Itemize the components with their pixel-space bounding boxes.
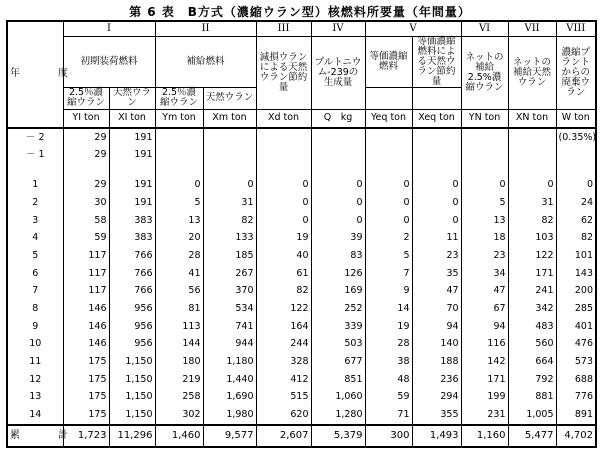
value-cell: 13: [461, 212, 508, 230]
value-cell: 383: [109, 212, 155, 230]
value-cell: 28: [365, 336, 412, 354]
value-cell: 573: [556, 353, 596, 371]
table-row: [7, 194, 596, 212]
spacer-cell: [556, 164, 596, 176]
value-cell: 13: [155, 212, 203, 230]
value-cell: 664: [508, 353, 556, 371]
value-cell: [412, 147, 461, 165]
value-cell: 258: [155, 389, 203, 407]
value-cell: 31: [203, 194, 256, 212]
unit-xi: XI ton: [109, 109, 155, 128]
year-cell: 1: [7, 177, 63, 195]
value-cell: 1,440: [203, 371, 256, 389]
year-cell: 7: [7, 283, 63, 301]
sub-natural-1: 天然ウラン: [109, 87, 155, 109]
total-cell: 4,702: [556, 425, 596, 447]
table-row: [7, 353, 596, 371]
unit-w: W ton: [556, 109, 596, 128]
value-cell: [155, 147, 203, 165]
value-cell: 0: [256, 194, 311, 212]
col-label-plutonium: プルトニウム-239の生成量: [311, 37, 365, 110]
value-cell: 200: [556, 283, 596, 301]
value-cell: 766: [109, 247, 155, 265]
year-cell: 3: [7, 212, 63, 230]
value-cell: 18: [461, 230, 508, 248]
value-cell: 56: [155, 283, 203, 301]
value-cell: 383: [109, 230, 155, 248]
table-row: [7, 300, 596, 318]
total-cell: 1,160: [461, 425, 508, 447]
value-cell: 11: [412, 230, 461, 248]
unit-xd: Xd ton: [256, 109, 311, 128]
value-cell: 175: [63, 371, 109, 389]
total-cell: 9,577: [203, 425, 256, 447]
value-cell: 285: [556, 300, 596, 318]
value-cell: 14: [365, 300, 412, 318]
value-cell: 113: [155, 318, 203, 336]
value-cell: 117: [63, 283, 109, 301]
value-cell: 241: [508, 283, 556, 301]
value-cell: 355: [412, 406, 461, 425]
value-cell: 5: [365, 247, 412, 265]
value-cell: [311, 147, 365, 165]
value-cell: 231: [461, 406, 508, 425]
value-cell: 122: [256, 300, 311, 318]
table-title: 第 6 表 B方式（濃縮ウラン型）核燃料所要量（年間量）: [129, 5, 471, 19]
value-cell: 0: [461, 177, 508, 195]
value-cell: 140: [412, 336, 461, 354]
sub-enriched-2: 2.5％濃縮ウラン: [155, 87, 203, 109]
year-cell: 4: [7, 230, 63, 248]
sub-enriched-1: 2.5％濃縮ウラン: [63, 87, 109, 109]
col-label-equiv-savings: 等価濃縮燃料による天然ウラン節約量: [412, 37, 461, 88]
value-cell: 82: [203, 212, 256, 230]
value-cell: 30: [63, 194, 109, 212]
col-label-net-natural: ネットの補給天然ウラン: [508, 37, 556, 110]
spacer-cell: [109, 164, 155, 176]
fuel-requirement-table: [6, 20, 597, 448]
value-cell: 169: [311, 283, 365, 301]
value-cell: 741: [203, 318, 256, 336]
table-row: [7, 177, 596, 195]
unit-xn: XN ton: [508, 109, 556, 128]
sub-natural-2: 天然ウラン: [203, 87, 256, 109]
value-cell: 23: [412, 247, 461, 265]
unit-yeq: Yeq ton: [365, 109, 412, 128]
value-cell: 94: [461, 318, 508, 336]
spacer-cell: [461, 164, 508, 176]
value-cell: 34: [461, 265, 508, 283]
col-label-net-enriched: ネットの補給 2.5%濃縮ウラン: [461, 37, 508, 110]
value-cell: 175: [63, 406, 109, 425]
value-cell: 236: [412, 371, 461, 389]
year-cell: － 1: [7, 147, 63, 165]
spacer-cell: [155, 164, 203, 176]
value-cell: 302: [155, 406, 203, 425]
value-cell: 19: [365, 318, 412, 336]
value-cell: 146: [63, 300, 109, 318]
value-cell: 620: [256, 406, 311, 425]
value-cell: 59: [63, 230, 109, 248]
value-cell: 5: [155, 194, 203, 212]
value-cell: 29: [63, 147, 109, 165]
value-cell: 103: [508, 230, 556, 248]
value-cell: 117: [63, 265, 109, 283]
table-row: [7, 247, 596, 265]
value-cell: 185: [203, 247, 256, 265]
year-cell: － 2: [7, 128, 63, 147]
value-cell: 0: [311, 177, 365, 195]
table-row: [7, 318, 596, 336]
value-cell: 244: [256, 336, 311, 354]
total-row: [7, 425, 596, 447]
value-cell: 116: [461, 336, 508, 354]
value-cell: 688: [556, 371, 596, 389]
value-cell: 35: [412, 265, 461, 283]
value-cell: 956: [109, 336, 155, 354]
value-cell: 191: [109, 147, 155, 165]
spacer-cell: [311, 164, 365, 176]
table-body: [7, 128, 596, 425]
col-label-supply-fuel: 補給燃料: [155, 37, 256, 88]
value-cell: [461, 147, 508, 165]
value-cell: 0: [365, 212, 412, 230]
table-row: [7, 406, 596, 425]
value-cell: 0: [365, 177, 412, 195]
total-cell: 2,607: [256, 425, 311, 447]
value-cell: [203, 128, 256, 147]
total-cell: 300: [365, 425, 412, 447]
value-cell: 122: [508, 247, 556, 265]
value-cell: 401: [556, 318, 596, 336]
total-cell: 11,296: [109, 425, 155, 447]
unit-xeq: Xeq ton: [412, 109, 461, 128]
value-cell: 0: [508, 177, 556, 195]
value-cell: 342: [508, 300, 556, 318]
value-cell: 1,060: [311, 389, 365, 407]
value-cell: 23: [461, 247, 508, 265]
col-roman-2: II: [155, 21, 256, 37]
value-cell: 146: [63, 318, 109, 336]
unit-xm: Xm ton: [203, 109, 256, 128]
value-cell: 164: [256, 318, 311, 336]
spacer-row: [7, 164, 596, 176]
value-cell: [256, 147, 311, 165]
spacer-cell: [203, 164, 256, 176]
table-row: [7, 230, 596, 248]
spacer-cell: [7, 164, 63, 176]
value-cell: 534: [203, 300, 256, 318]
value-cell: 219: [155, 371, 203, 389]
table-row: [7, 128, 596, 147]
value-cell: 1,150: [109, 406, 155, 425]
value-cell: 199: [461, 389, 508, 407]
value-cell: 483: [508, 318, 556, 336]
value-cell: 133: [203, 230, 256, 248]
value-cell: 476: [556, 336, 596, 354]
col-label-depleted-savings: 減損ウランによる天然ウラン節約量: [256, 37, 311, 110]
value-cell: 28: [155, 247, 203, 265]
sub-blank-2: [412, 87, 461, 109]
value-cell: 766: [109, 265, 155, 283]
value-cell: 175: [63, 389, 109, 407]
value-cell: 82: [556, 230, 596, 248]
value-cell: 1,005: [508, 406, 556, 425]
value-cell: 144: [155, 336, 203, 354]
table-row: [7, 212, 596, 230]
value-cell: 766: [109, 283, 155, 301]
value-cell: 1,180: [203, 353, 256, 371]
value-cell: [365, 147, 412, 165]
spacer-cell: [412, 164, 461, 176]
value-cell: 5: [461, 194, 508, 212]
value-cell: 180: [155, 353, 203, 371]
col-roman-1: I: [63, 21, 155, 37]
total-cell: 1,493: [412, 425, 461, 447]
value-cell: 62: [556, 212, 596, 230]
spacer-cell: [256, 164, 311, 176]
unit-q: Q kg: [311, 109, 365, 128]
col-label-initial-fuel: 初期装荷燃料: [63, 37, 155, 88]
value-cell: 0: [311, 212, 365, 230]
value-cell: 24: [556, 194, 596, 212]
value-cell: 267: [203, 265, 256, 283]
spacer-cell: [365, 164, 412, 176]
col-roman-4: IV: [311, 21, 365, 37]
value-cell: 792: [508, 371, 556, 389]
unit-yi: YI ton: [63, 109, 109, 128]
value-cell: [508, 147, 556, 165]
year-cell: 9: [7, 318, 63, 336]
value-cell: 81: [155, 300, 203, 318]
value-cell: [155, 128, 203, 147]
value-cell: 70: [412, 300, 461, 318]
value-cell: [203, 147, 256, 165]
value-cell: 1,980: [203, 406, 256, 425]
value-cell: 101: [556, 247, 596, 265]
table-row: [7, 389, 596, 407]
value-cell: 0: [203, 177, 256, 195]
value-cell: [556, 147, 596, 165]
value-cell: 82: [508, 212, 556, 230]
value-cell: 191: [109, 194, 155, 212]
year-cell: 5: [7, 247, 63, 265]
value-cell: [256, 128, 311, 147]
value-cell: 370: [203, 283, 256, 301]
col-roman-5: V: [365, 21, 461, 37]
value-cell: 117: [63, 247, 109, 265]
year-cell: 6: [7, 265, 63, 283]
value-cell: 412: [256, 371, 311, 389]
spacer-cell: [508, 164, 556, 176]
col-label-waste: 濃縮プラントからの廃棄ウラン: [556, 37, 596, 110]
col-roman-8: VIII: [556, 21, 596, 37]
value-cell: 143: [556, 265, 596, 283]
value-cell: 944: [203, 336, 256, 354]
value-cell: 0: [311, 194, 365, 212]
value-cell: 1,150: [109, 389, 155, 407]
value-cell: 515: [256, 389, 311, 407]
value-cell: 0: [412, 177, 461, 195]
value-cell: 47: [412, 283, 461, 301]
value-cell: 252: [311, 300, 365, 318]
value-cell: 1,150: [109, 353, 155, 371]
value-cell: 58: [63, 212, 109, 230]
year-cell: 11: [7, 353, 63, 371]
value-cell: 0: [556, 177, 596, 195]
value-cell: 191: [109, 128, 155, 147]
year-column-header: 年 度: [7, 21, 63, 128]
value-cell: 956: [109, 318, 155, 336]
table-row: [7, 265, 596, 283]
value-cell: 41: [155, 265, 203, 283]
value-cell: 39: [311, 230, 365, 248]
spacer-cell: [63, 164, 109, 176]
value-cell: 20: [155, 230, 203, 248]
value-cell: 29: [63, 177, 109, 195]
total-cell: 1,723: [63, 425, 109, 447]
value-cell: 29: [63, 128, 109, 147]
value-cell: [461, 128, 508, 147]
value-cell: 171: [461, 371, 508, 389]
sub-blank-1: [365, 87, 412, 109]
value-cell: 2: [365, 230, 412, 248]
table-row: [7, 336, 596, 354]
year-cell: 13: [7, 389, 63, 407]
value-cell: 48: [365, 371, 412, 389]
value-cell: 294: [412, 389, 461, 407]
value-cell: 339: [311, 318, 365, 336]
value-cell: 328: [256, 353, 311, 371]
value-cell: 503: [311, 336, 365, 354]
value-cell: 67: [461, 300, 508, 318]
value-cell: 71: [365, 406, 412, 425]
value-cell: 9: [365, 283, 412, 301]
value-cell: 956: [109, 300, 155, 318]
value-cell: 560: [508, 336, 556, 354]
value-cell: 0: [155, 177, 203, 195]
value-cell: 31: [508, 194, 556, 212]
value-cell: 171: [508, 265, 556, 283]
value-cell: 0: [256, 177, 311, 195]
value-cell: 126: [311, 265, 365, 283]
year-cell: 12: [7, 371, 63, 389]
col-label-equiv-fuel: 等価濃縮燃料: [365, 37, 412, 88]
value-cell: [365, 128, 412, 147]
value-cell: 7: [365, 265, 412, 283]
unit-ym: Ym ton: [155, 109, 203, 128]
value-cell: 82: [256, 283, 311, 301]
value-cell: 142: [461, 353, 508, 371]
value-cell: 61: [256, 265, 311, 283]
value-cell: 188: [412, 353, 461, 371]
table-row: [7, 147, 596, 165]
value-cell: 146: [63, 336, 109, 354]
value-cell: 1,690: [203, 389, 256, 407]
year-cell: 10: [7, 336, 63, 354]
table-row: [7, 283, 596, 301]
table-row: [7, 371, 596, 389]
value-cell: 59: [365, 389, 412, 407]
value-cell: 881: [508, 389, 556, 407]
value-cell: [311, 128, 365, 147]
value-cell: 1,280: [311, 406, 365, 425]
col-roman-3: III: [256, 21, 311, 37]
value-cell: (0.35%): [556, 128, 596, 147]
value-cell: 0: [256, 212, 311, 230]
value-cell: 0: [412, 194, 461, 212]
value-cell: 191: [109, 177, 155, 195]
total-cell: 5,477: [508, 425, 556, 447]
col-roman-7: VII: [508, 21, 556, 37]
value-cell: 38: [365, 353, 412, 371]
value-cell: 1,150: [109, 371, 155, 389]
value-cell: 0: [365, 194, 412, 212]
total-label: 累 計: [7, 425, 63, 447]
total-cell: 1,460: [155, 425, 203, 447]
value-cell: 47: [461, 283, 508, 301]
total-cell: 5,379: [311, 425, 365, 447]
value-cell: 94: [412, 318, 461, 336]
value-cell: [508, 128, 556, 147]
value-cell: 0: [412, 212, 461, 230]
col-roman-6: VI: [461, 21, 508, 37]
year-cell: 8: [7, 300, 63, 318]
value-cell: 175: [63, 353, 109, 371]
value-cell: 83: [311, 247, 365, 265]
value-cell: 851: [311, 371, 365, 389]
year-cell: 14: [7, 406, 63, 425]
value-cell: 677: [311, 353, 365, 371]
value-cell: 776: [556, 389, 596, 407]
unit-yn: YN ton: [461, 109, 508, 128]
year-cell: 2: [7, 194, 63, 212]
value-cell: 19: [256, 230, 311, 248]
value-cell: [412, 128, 461, 147]
value-cell: 891: [556, 406, 596, 425]
value-cell: 40: [256, 247, 311, 265]
